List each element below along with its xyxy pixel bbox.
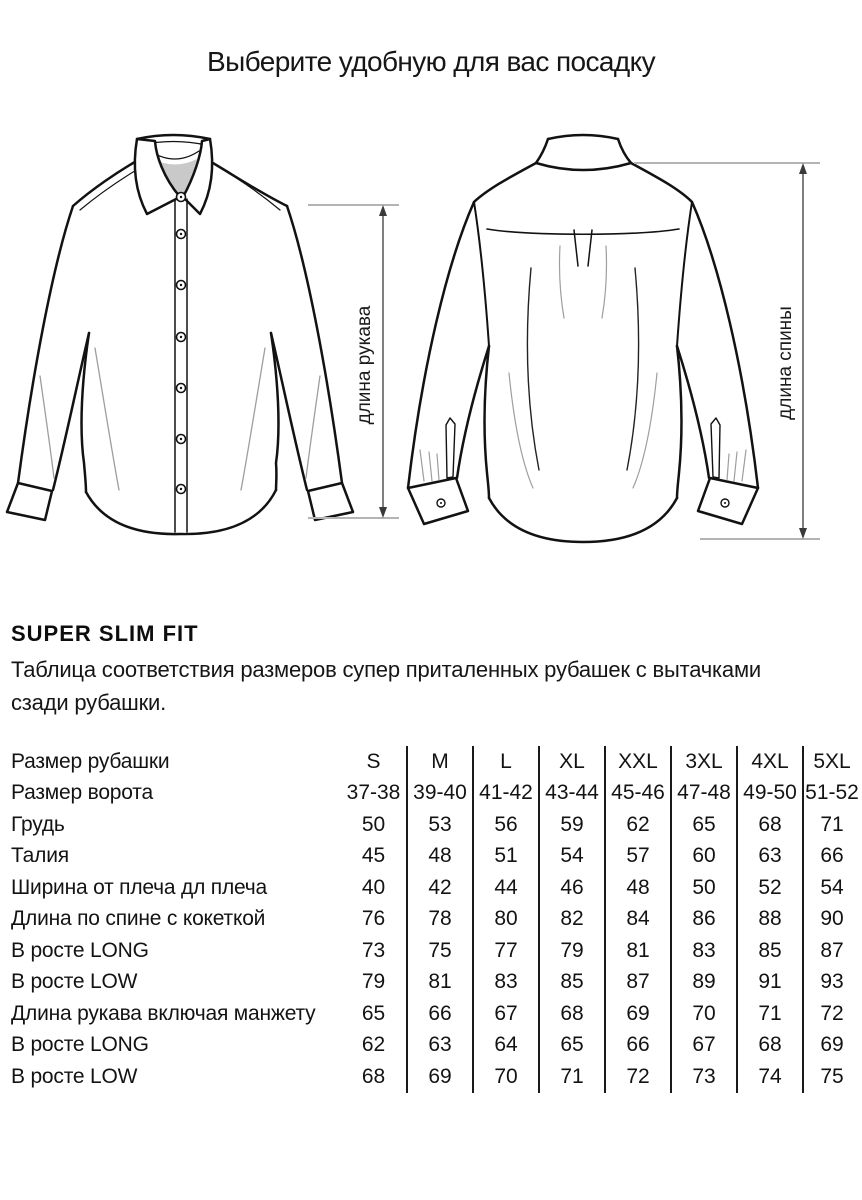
size-value-cell: 48 — [407, 841, 473, 873]
size-value-cell: 65 — [361, 1001, 386, 1025]
row-label: Грудь — [11, 812, 65, 836]
size-value-cell: 86 — [671, 904, 737, 936]
size-value-cell: 68 — [737, 1030, 803, 1062]
size-value-cell: 54 — [539, 841, 605, 873]
size-value-cell: 72 — [605, 1061, 671, 1093]
size-value-cell: 56 — [473, 809, 539, 841]
size-value-cell: 51-52 — [803, 778, 860, 810]
size-value-cell: 46 — [539, 872, 605, 904]
size-value-cell: 72 — [803, 998, 860, 1030]
table-row — [11, 809, 860, 841]
size-value-cell: 83 — [473, 967, 539, 999]
size-value-cell: 89 — [671, 967, 737, 999]
size-value-cell: 82 — [539, 904, 605, 936]
size-value-cell: 68 — [737, 809, 803, 841]
size-value-cell: 91 — [737, 967, 803, 999]
size-value-cell: 68 — [539, 998, 605, 1030]
table-row — [11, 967, 860, 999]
row-label: В росте LOW — [11, 1064, 138, 1088]
size-value-cell: 62 — [605, 809, 671, 841]
size-value-cell: 45-46 — [605, 778, 671, 810]
size-value-cell: 84 — [605, 904, 671, 936]
size-value-cell: 71 — [539, 1061, 605, 1093]
size-value-cell: 65 — [539, 1030, 605, 1062]
size-value-cell: 64 — [473, 1030, 539, 1062]
size-value-cell: 59 — [539, 809, 605, 841]
size-value-cell: 73 — [671, 1061, 737, 1093]
size-value-cell: 41-42 — [473, 778, 539, 810]
size-value-cell: XXL — [605, 746, 671, 778]
size-value-cell: 79 — [361, 970, 386, 994]
table-row — [11, 778, 860, 810]
size-value-cell: 50 — [361, 812, 386, 836]
size-value-cell: 71 — [737, 998, 803, 1030]
size-value-cell: 69 — [605, 998, 671, 1030]
size-value-cell: 73 — [361, 938, 386, 962]
size-value-cell: 37-38 — [346, 781, 401, 805]
fit-description — [11, 653, 841, 719]
size-value-cell: 40 — [361, 875, 386, 899]
size-value-cell: L — [473, 746, 539, 778]
row-label: Талия — [11, 844, 69, 868]
size-value-cell: 51 — [473, 841, 539, 873]
front-buttons — [177, 193, 186, 494]
size-value-cell: 75 — [803, 1061, 860, 1093]
size-table — [11, 746, 860, 1093]
size-value-cell: 66 — [803, 841, 860, 873]
size-value-cell: 85 — [737, 935, 803, 967]
size-value-cell: 63 — [737, 841, 803, 873]
size-value-cell: 69 — [407, 1061, 473, 1093]
size-value-cell: 68 — [361, 1064, 386, 1088]
size-value-cell: 67 — [671, 1030, 737, 1062]
size-value-cell: 57 — [605, 841, 671, 873]
table-row — [11, 872, 860, 904]
size-value-cell: 69 — [803, 1030, 860, 1062]
size-value-cell: 49-50 — [737, 778, 803, 810]
size-value-cell: 42 — [407, 872, 473, 904]
size-value-cell: 44 — [473, 872, 539, 904]
size-value-cell: 93 — [803, 967, 860, 999]
size-value-cell: 52 — [737, 872, 803, 904]
size-value-cell: 63 — [407, 1030, 473, 1062]
size-value-cell: 71 — [803, 809, 860, 841]
size-value-cell: 70 — [473, 1061, 539, 1093]
shirt-back-drawing — [408, 135, 758, 542]
table-row — [11, 1030, 860, 1062]
table-row — [11, 746, 860, 778]
row-label: Размер ворота — [11, 781, 153, 805]
size-value-cell: 39-40 — [407, 778, 473, 810]
size-value-cell: 43-44 — [539, 778, 605, 810]
size-value-cell: 85 — [539, 967, 605, 999]
size-value-cell: 74 — [737, 1061, 803, 1093]
row-label: В росте LONG — [11, 938, 149, 962]
row-label: В росте LONG — [11, 1033, 149, 1057]
size-value-cell: 66 — [407, 998, 473, 1030]
size-value-cell: 80 — [473, 904, 539, 936]
row-label: Длина рукава включая манжету — [11, 1001, 316, 1025]
size-value-cell: M — [407, 746, 473, 778]
size-value-cell: 87 — [605, 967, 671, 999]
size-value-cell: 53 — [407, 809, 473, 841]
size-value-cell: 48 — [605, 872, 671, 904]
size-value-cell: 75 — [407, 935, 473, 967]
size-value-cell: 45 — [361, 844, 386, 868]
table-row — [11, 841, 860, 873]
back-length-label: длина спины — [775, 306, 796, 420]
sleeve-length-dimension — [308, 205, 399, 518]
row-label: В росте LOW — [11, 970, 138, 994]
size-value-cell: 77 — [473, 935, 539, 967]
size-value-cell: 62 — [361, 1033, 386, 1057]
fit-description-line-2: сзади рубашки. — [11, 690, 167, 715]
size-value-cell: 79 — [539, 935, 605, 967]
size-value-cell: 70 — [671, 998, 737, 1030]
size-value-cell: 81 — [605, 935, 671, 967]
page-title: Выберите удобную для вас посадку — [207, 46, 655, 77]
size-table-body — [11, 746, 860, 1093]
table-row — [11, 1061, 860, 1093]
size-value-cell: 4XL — [737, 746, 803, 778]
fit-heading: SUPER SLIM FIT — [11, 621, 199, 646]
size-value-cell: 87 — [803, 935, 860, 967]
fit-description-line-1: Таблица соответствия размеров супер приталенных рубашек с вытачками — [11, 657, 761, 682]
size-value-cell: 90 — [803, 904, 860, 936]
size-value-cell: 67 — [473, 998, 539, 1030]
shirt-illustration — [0, 118, 862, 580]
size-value-cell: S — [366, 749, 381, 773]
size-value-cell: 54 — [803, 872, 860, 904]
table-row — [11, 935, 860, 967]
size-value-cell: 78 — [407, 904, 473, 936]
size-value-cell: 83 — [671, 935, 737, 967]
shirt-front-drawing — [7, 135, 353, 534]
sleeve-length-label: длина рукава — [354, 305, 375, 425]
table-row — [11, 998, 860, 1030]
size-value-cell: 50 — [671, 872, 737, 904]
size-value-cell: 60 — [671, 841, 737, 873]
size-value-cell: 88 — [737, 904, 803, 936]
table-row — [11, 904, 860, 936]
size-value-cell: 81 — [407, 967, 473, 999]
size-value-cell: 76 — [361, 907, 386, 931]
row-label: Длина по спине с кокеткой — [11, 907, 266, 931]
size-value-cell: 66 — [605, 1030, 671, 1062]
size-value-cell: XL — [539, 746, 605, 778]
row-label: Размер рубашки — [11, 749, 170, 773]
row-label: Ширина от плеча дл плеча — [11, 875, 267, 899]
size-value-cell: 5XL — [803, 746, 860, 778]
size-value-cell: 65 — [671, 809, 737, 841]
size-value-cell: 47-48 — [671, 778, 737, 810]
size-value-cell: 3XL — [671, 746, 737, 778]
